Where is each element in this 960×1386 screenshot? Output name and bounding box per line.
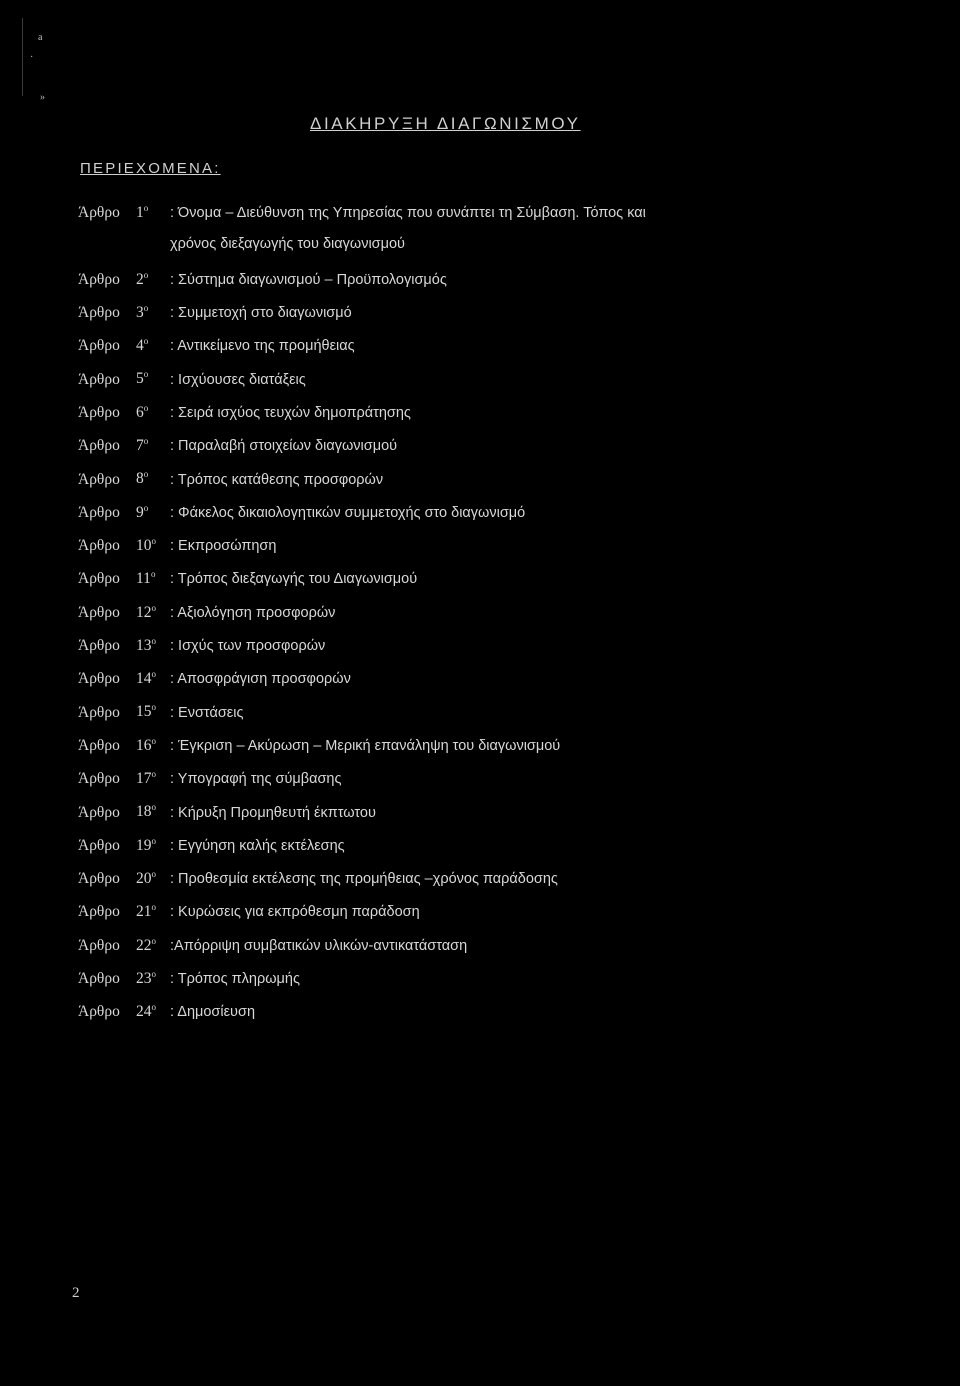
article-number xyxy=(136,969,170,988)
article-number-value: 18 xyxy=(136,803,152,821)
article-title: : Όνομα – Διεύθυνση της Υπηρεσίας που συνάπτει τη Σύμβαση. Τόπος και xyxy=(170,205,646,222)
article-number-value: 4 xyxy=(136,337,144,355)
article-title: : Εγγύηση καλής εκτέλεσης xyxy=(170,837,345,854)
article-title: : Κήρυξη Προμηθευτή έκπτωτου xyxy=(170,804,376,821)
toc-entry xyxy=(78,836,938,869)
article-number-value: 11 xyxy=(136,570,151,588)
article-number xyxy=(136,536,170,555)
article-word: Άρθρο xyxy=(78,803,120,821)
ordinal-mark: ο xyxy=(143,302,149,313)
article-number xyxy=(136,436,170,455)
ordinal-mark: ο xyxy=(143,502,149,513)
article-word: Άρθρο xyxy=(78,370,120,388)
article-number-value: 6 xyxy=(136,403,144,421)
contents-heading: ΠΕΡΙΕΧΟΜΕΝΑ: xyxy=(80,160,221,177)
toc-entry xyxy=(78,536,938,569)
article-word: Άρθρο xyxy=(78,637,120,655)
article-number xyxy=(136,736,170,755)
article-number-value: 16 xyxy=(136,736,152,754)
article-number xyxy=(136,836,170,855)
article-word: Άρθρο xyxy=(78,304,120,322)
toc-entry xyxy=(78,1002,938,1035)
article-word: Άρθρο xyxy=(78,736,120,754)
article-number xyxy=(136,203,170,222)
toc-entry xyxy=(78,469,938,502)
article-number-value: 23 xyxy=(136,969,152,987)
article-word: Άρθρο xyxy=(78,770,120,788)
article-word: Άρθρο xyxy=(78,204,120,222)
article-word: Άρθρο xyxy=(78,603,120,621)
ordinal-mark: ο xyxy=(143,269,149,280)
toc-entry xyxy=(78,936,938,969)
article-number xyxy=(136,802,170,821)
article-title: : Ενστάσεις xyxy=(170,704,244,721)
article-title: : Αξιολόγηση προσφορών xyxy=(170,604,336,621)
article-word: Άρθρο xyxy=(78,903,120,921)
article-word: Άρθρο xyxy=(78,270,120,288)
article-number-value: 13 xyxy=(136,637,152,655)
ordinal-mark: ο xyxy=(151,802,156,813)
article-number-value: 9 xyxy=(136,503,144,521)
article-title: : Δημοσίευση xyxy=(170,1004,256,1021)
article-number xyxy=(136,636,170,655)
ordinal-mark: ο xyxy=(151,902,156,913)
ordinal-mark: ο xyxy=(151,635,156,646)
ordinal-mark: ο xyxy=(151,535,156,546)
toc-entry xyxy=(78,603,938,636)
article-number xyxy=(136,369,170,388)
ordinal-mark: ο xyxy=(143,369,149,380)
article-word: Άρθρο xyxy=(78,570,120,588)
toc-entry xyxy=(78,769,938,802)
article-title: : Προθεσμία εκτέλεσης της προμήθειας –χρόνος παράδοσης xyxy=(170,871,558,888)
toc-entry xyxy=(78,902,938,935)
scan-mark: » xyxy=(40,92,45,103)
ordinal-mark: ο xyxy=(151,702,156,713)
article-number xyxy=(136,336,170,355)
scan-mark: a xyxy=(38,32,43,43)
article-title: : Αποσφράγιση προσφορών xyxy=(170,671,351,688)
article-number xyxy=(136,869,170,888)
article-number-value: 3 xyxy=(136,304,144,322)
toc-entry xyxy=(78,702,938,735)
article-title: : Σειρά ισχύος τευχών δημοπράτησης xyxy=(170,404,411,421)
ordinal-mark: ο xyxy=(151,735,156,746)
article-title: : Τρόπος πληρωμής xyxy=(170,970,300,987)
toc-entry xyxy=(78,436,938,469)
ordinal-mark: ο xyxy=(151,968,156,979)
article-number xyxy=(136,702,170,721)
ordinal-mark: ο xyxy=(151,602,156,613)
page-number: 2 xyxy=(72,1285,80,1301)
article-title: : Κυρώσεις για εκπρόθεσμη παράδοση xyxy=(170,904,420,921)
article-number-value: 5 xyxy=(136,370,144,388)
toc-entry xyxy=(78,336,938,369)
article-number-value: 12 xyxy=(136,603,152,621)
article-title: : Συμμετοχή στο διαγωνισμό xyxy=(170,305,352,322)
table-of-contents xyxy=(78,203,938,1035)
article-title: : Σύστημα διαγωνισμού – Προϋπολογισμός xyxy=(170,271,447,288)
article-title: : Εκπροσώπηση xyxy=(170,538,277,555)
ordinal-mark: ο xyxy=(151,868,156,879)
article-title: : Παραλαβή στοιχείων διαγωνισμού xyxy=(170,438,398,455)
article-title: :Απόρριψη συμβατικών υλικών-αντικατάσταση xyxy=(170,937,468,954)
article-title: : Ισχύουσες διατάξεις xyxy=(170,371,306,388)
article-number xyxy=(136,569,170,588)
article-word: Άρθρο xyxy=(78,403,120,421)
article-number-value: 7 xyxy=(136,437,144,455)
toc-entry xyxy=(78,802,938,835)
ordinal-mark: ο xyxy=(143,469,149,480)
article-number-value: 22 xyxy=(136,936,152,954)
article-word: Άρθρο xyxy=(78,437,120,455)
ordinal-mark: ο xyxy=(143,336,149,347)
toc-entry xyxy=(78,503,938,536)
article-title: : Τρόπος διεξαγωγής του Διαγωνισμού xyxy=(170,571,418,588)
toc-entry xyxy=(78,270,938,303)
article-number xyxy=(136,469,170,488)
article-word: Άρθρο xyxy=(78,936,120,954)
article-title: : Ισχύς των προσφορών xyxy=(170,638,326,655)
article-word: Άρθρο xyxy=(78,470,120,488)
article-number xyxy=(136,769,170,788)
article-word: Άρθρο xyxy=(78,969,120,987)
article-title: : Αντικείμενο της προμήθειας xyxy=(170,338,355,355)
toc-entry xyxy=(78,969,938,1002)
toc-entry xyxy=(78,869,938,902)
article-word: Άρθρο xyxy=(78,670,120,688)
ordinal-mark: ο xyxy=(151,669,156,680)
toc-entry xyxy=(78,636,938,669)
article-title: : Τρόπος κατάθεσης προσφορών xyxy=(170,471,384,488)
margin-line xyxy=(22,18,23,96)
article-number-value: 17 xyxy=(136,770,152,788)
ordinal-mark: ο xyxy=(150,569,156,580)
article-number-value: 20 xyxy=(136,870,152,888)
article-number xyxy=(136,603,170,622)
ordinal-mark: ο xyxy=(151,935,156,946)
article-word: Άρθρο xyxy=(78,503,120,521)
article-number-value: 19 xyxy=(136,836,152,854)
article-number xyxy=(136,669,170,688)
article-number xyxy=(136,1002,170,1021)
article-number-value: 2 xyxy=(136,270,144,288)
article-title-continuation: χρόνος διεξαγωγής του διαγωνισμού xyxy=(170,236,405,253)
ordinal-mark: ο xyxy=(143,203,149,213)
toc-entry-continuation xyxy=(78,236,938,269)
article-number xyxy=(136,303,170,322)
toc-entry xyxy=(78,736,938,769)
article-number-value: 10 xyxy=(136,537,152,555)
toc-entry xyxy=(78,303,938,336)
ordinal-mark: ο xyxy=(151,769,156,780)
toc-entry xyxy=(78,669,938,702)
ordinal-mark: ο xyxy=(143,436,149,447)
article-word: Άρθρο xyxy=(78,1003,120,1021)
article-title: : Υπογραφή της σύμβασης xyxy=(170,771,342,788)
article-word: Άρθρο xyxy=(78,337,120,355)
article-word: Άρθρο xyxy=(78,703,120,721)
toc-entry xyxy=(78,403,938,436)
article-number xyxy=(136,270,170,289)
scan-mark: · xyxy=(30,52,34,63)
toc-entry xyxy=(78,569,938,602)
article-number xyxy=(136,503,170,522)
toc-entry xyxy=(78,369,938,402)
ordinal-mark: ο xyxy=(151,835,156,846)
article-number-value: 14 xyxy=(136,670,152,688)
article-number xyxy=(136,902,170,921)
article-word: Άρθρο xyxy=(78,836,120,854)
article-number-value: 8 xyxy=(136,470,144,488)
article-number-value: 21 xyxy=(136,903,152,921)
article-number xyxy=(136,403,170,422)
article-title: : Φάκελος δικαιολογητικών συμμετοχής στο διαγωνισμό xyxy=(170,504,526,521)
ordinal-mark: ο xyxy=(143,402,149,413)
ordinal-mark: ο xyxy=(151,1002,156,1013)
article-number-value: 1 xyxy=(136,204,144,222)
toc-entry xyxy=(78,203,938,236)
article-word: Άρθρο xyxy=(78,870,120,888)
article-number-value: 15 xyxy=(136,703,152,721)
document-title: ΔΙΑΚΗΡΥΞΗ ΔΙΑΓΩΝΙΣΜΟΥ xyxy=(310,114,581,133)
article-number xyxy=(136,936,170,955)
article-title: : Έγκριση – Ακύρωση – Μερική επανάληψη του διαγωνισμού xyxy=(170,737,561,754)
article-word: Άρθρο xyxy=(78,537,120,555)
article-number-value: 24 xyxy=(136,1003,152,1021)
